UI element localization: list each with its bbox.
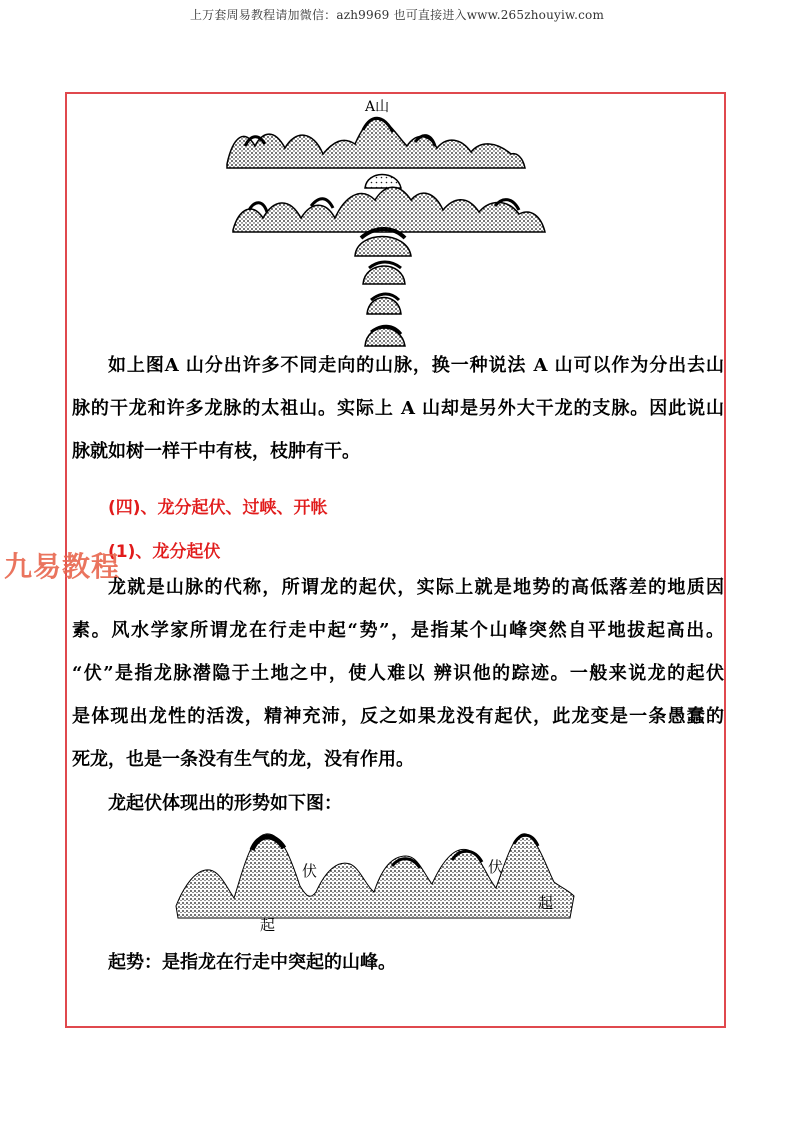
paragraph-1-line: 如上图A 山分出许多不同走向的山脉，换一种说法 A 山可以作为分出去山 (108, 355, 724, 376)
page-header: 上万套周易教程请加微信：azh9969 也可直接进入www.265zhouyiw.com (189, 8, 605, 22)
rise-fall-illustration (170, 826, 580, 938)
paragraph-1-line: 脉就如树一样干中有枝，枝肿有干。 (72, 441, 360, 462)
paragraph-2-line: 死龙，也是一条没有生气的龙，没有作用。 (72, 749, 414, 770)
qi-label: 起 (260, 916, 276, 934)
section-heading: (四)、龙分起伏、过峡、开帐 (108, 498, 328, 518)
fu-label: 伏 (488, 858, 504, 876)
paragraph-2-line: 素。风水学家所谓龙在行走中起“势”，是指某个山峰突然自平地拔起高出。 (72, 620, 724, 641)
paragraph-3-line: 龙起伏体现出的形势如下图： (108, 793, 342, 814)
paragraph-1-line: 脉的干龙和许多龙脉的太祖山。实际上 A 山却是另外大干龙的支脉。因此说山 (72, 398, 724, 419)
fu-label: 伏 (302, 862, 318, 880)
rise-fall-figure (170, 826, 580, 938)
mountain-branch-illustration (215, 96, 555, 350)
qi-label: 起 (538, 894, 554, 912)
subsection-heading: (1)、龙分起伏 (108, 542, 221, 562)
mountain-a-label: A山 (365, 99, 390, 115)
paragraph-2-line: “伏”是指龙脉潜隐于土地之中，使人难以 辨识他的踪迹。一般来说龙的起伏 (72, 663, 724, 684)
paragraph-3 (108, 782, 708, 825)
mountain-branch-figure (215, 96, 555, 350)
watermark-text: 九易教程 (4, 550, 121, 583)
paragraph-1 (72, 344, 724, 473)
paragraph-2 (72, 566, 724, 781)
paragraph-2-line: 是体现出龙性的活泼，精神充沛，反之如果龙没有起伏，此龙变是一条愚蠢的 (72, 706, 724, 727)
paragraph-2-line: 龙就是山脉的代称，所谓龙的起伏，实际上就是地势的高低落差的地质因 (108, 577, 724, 598)
figure-caption: 起势：是指龙在行走中突起的山峰。 (108, 952, 396, 973)
